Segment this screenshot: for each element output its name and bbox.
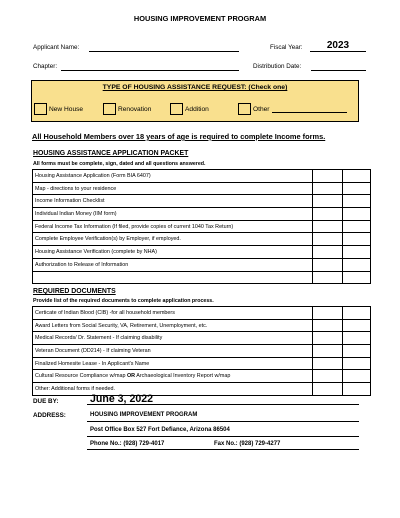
check-cell[interactable]: [313, 357, 343, 370]
due-underline: [87, 404, 359, 405]
form-title: HOUSING IMPROVEMENT PROGRAM: [133, 14, 267, 23]
check-cell[interactable]: [343, 370, 371, 383]
new-house-label: New House: [49, 106, 84, 113]
check-cell[interactable]: [313, 258, 343, 271]
row-label: Complete Employee Verification(s) by Employer, if employed.: [33, 233, 313, 246]
addition-checkbox[interactable]: [170, 103, 183, 115]
due-by-label: DUE BY:: [33, 398, 59, 405]
check-cell[interactable]: [313, 345, 343, 358]
check-cell[interactable]: [343, 258, 371, 271]
row-label: Award Letters from Social Security, VA, Retirement, Unemployment, etc.: [33, 319, 313, 332]
other-field[interactable]: [272, 105, 347, 113]
assistance-type-title: TYPE OF HOUSING ASSISTANCE REQUEST: (Check one): [102, 84, 288, 91]
table-row: [33, 383, 371, 396]
table-row: [33, 332, 371, 345]
check-cell[interactable]: [343, 307, 371, 320]
check-cell[interactable]: [343, 383, 371, 396]
fiscal-year-label: Fiscal Year:: [270, 44, 303, 51]
table-row: [33, 370, 371, 383]
row-label: Medical Records/ Dr. Statement - If claiming disability: [33, 332, 313, 345]
row-label: Map - directions to your residence: [33, 182, 313, 195]
check-cell[interactable]: [343, 332, 371, 345]
table-row: [33, 345, 371, 358]
check-cell[interactable]: [343, 195, 371, 208]
distribution-date-field[interactable]: [311, 61, 366, 71]
renovation-label: Renovation: [118, 106, 152, 113]
check-cell[interactable]: [313, 233, 343, 246]
cultural-text-or: OR: [126, 373, 136, 380]
check-cell[interactable]: [313, 208, 343, 221]
address-line2: Post Office Box 527 Fort Defiance, Arizona 86504: [90, 427, 230, 433]
table-row: [33, 307, 371, 320]
check-cell[interactable]: [313, 246, 343, 259]
packet-section-subtitle: All forms must be complete, sign, dated and all questions answered.: [33, 161, 206, 167]
row-label: Federal Income Tax Information (If filed, provide copies of current 1040 Tax Return): [33, 220, 313, 233]
address-underline-2: [87, 436, 359, 437]
table-row: [33, 246, 371, 259]
check-cell[interactable]: [343, 357, 371, 370]
chapter-label: Chapter:: [33, 63, 58, 70]
check-cell[interactable]: [343, 345, 371, 358]
check-cell[interactable]: [343, 319, 371, 332]
addition-label: Addition: [185, 106, 209, 113]
applicant-name-label: Applicant Name:: [33, 44, 80, 51]
check-cell[interactable]: [343, 208, 371, 221]
row-label: [33, 271, 313, 284]
cultural-row-label: [33, 370, 313, 383]
table-row: [33, 233, 371, 246]
address-underline-1: [87, 421, 359, 422]
address-underline-3: [87, 449, 359, 450]
row-label: Income Information Checklist: [33, 195, 313, 208]
other-label: Other: [253, 106, 270, 113]
check-cell[interactable]: [313, 220, 343, 233]
due-date-value: June 3, 2022: [90, 393, 154, 405]
chapter-field[interactable]: [61, 61, 239, 71]
table-row: [33, 208, 371, 221]
table-row: [33, 170, 371, 183]
check-cell[interactable]: [313, 271, 343, 284]
new-house-checkbox[interactable]: [34, 103, 47, 115]
applicant-name-field[interactable]: [89, 42, 239, 52]
check-cell[interactable]: [313, 319, 343, 332]
row-label: Individual Indian Money (IIM form): [33, 208, 313, 221]
household-income-note: All Household Members over 18 years of age is required to complete Income forms.: [32, 132, 326, 141]
packet-section-title: HOUSING ASSISTANCE APPLICATION PACKET: [33, 150, 189, 157]
other-checkbox[interactable]: [238, 103, 251, 115]
row-label: Other: Additional forms if needed.: [33, 383, 313, 396]
distribution-date-label: Distribution Date:: [253, 63, 302, 70]
row-label: Housing Assistance Application (Form BIA 6407): [33, 170, 313, 183]
required-section-subtitle: Provide list of the required documents to complete application process.: [33, 298, 214, 304]
check-cell[interactable]: [313, 307, 343, 320]
check-cell[interactable]: [343, 170, 371, 183]
check-cell[interactable]: [343, 182, 371, 195]
row-label: Housing Assistance Verification (complete by NHA): [33, 246, 313, 259]
address-label: ADDRESS:: [33, 412, 66, 419]
check-cell[interactable]: [343, 271, 371, 284]
check-cell[interactable]: [313, 170, 343, 183]
table-row: [33, 195, 371, 208]
fiscal-year-value: 2023: [326, 40, 350, 51]
check-cell[interactable]: [313, 370, 343, 383]
table-row: [33, 258, 371, 271]
required-docs-table: [32, 306, 371, 396]
phone-number: Phone No.: (928) 729-4017: [90, 441, 165, 447]
check-cell[interactable]: [343, 246, 371, 259]
check-cell[interactable]: [343, 233, 371, 246]
renovation-checkbox[interactable]: [103, 103, 116, 115]
check-cell[interactable]: [343, 220, 371, 233]
check-cell[interactable]: [313, 383, 343, 396]
check-cell[interactable]: [313, 195, 343, 208]
check-cell[interactable]: [313, 182, 343, 195]
cultural-text-after: Archaeological Inventory Report w/map: [135, 373, 231, 380]
fax-number: Fax No.: (928) 729-4277: [214, 441, 281, 447]
check-cell[interactable]: [313, 332, 343, 345]
row-label: Authorization to Release of Information: [33, 258, 313, 271]
table-row: [33, 357, 371, 370]
row-label: Finalized Homesite Lease - In Applicant's Name: [33, 357, 313, 370]
required-section-title: REQUIRED DOCUMENTS: [33, 288, 116, 295]
table-row: [33, 271, 371, 284]
packet-checklist-table: [32, 169, 371, 284]
row-label: Veteran Document (DD214) - If claiming Veteran: [33, 345, 313, 358]
table-row: [33, 319, 371, 332]
address-line1: HOUSING IMPROVEMENT PROGRAM: [90, 412, 198, 418]
table-row: [33, 220, 371, 233]
table-row: [33, 182, 371, 195]
cultural-text-before: Cultural Resource Compliance w/map: [35, 373, 127, 380]
row-label: Certicate of Indian Blood (CIB) -for all household members: [33, 307, 313, 320]
